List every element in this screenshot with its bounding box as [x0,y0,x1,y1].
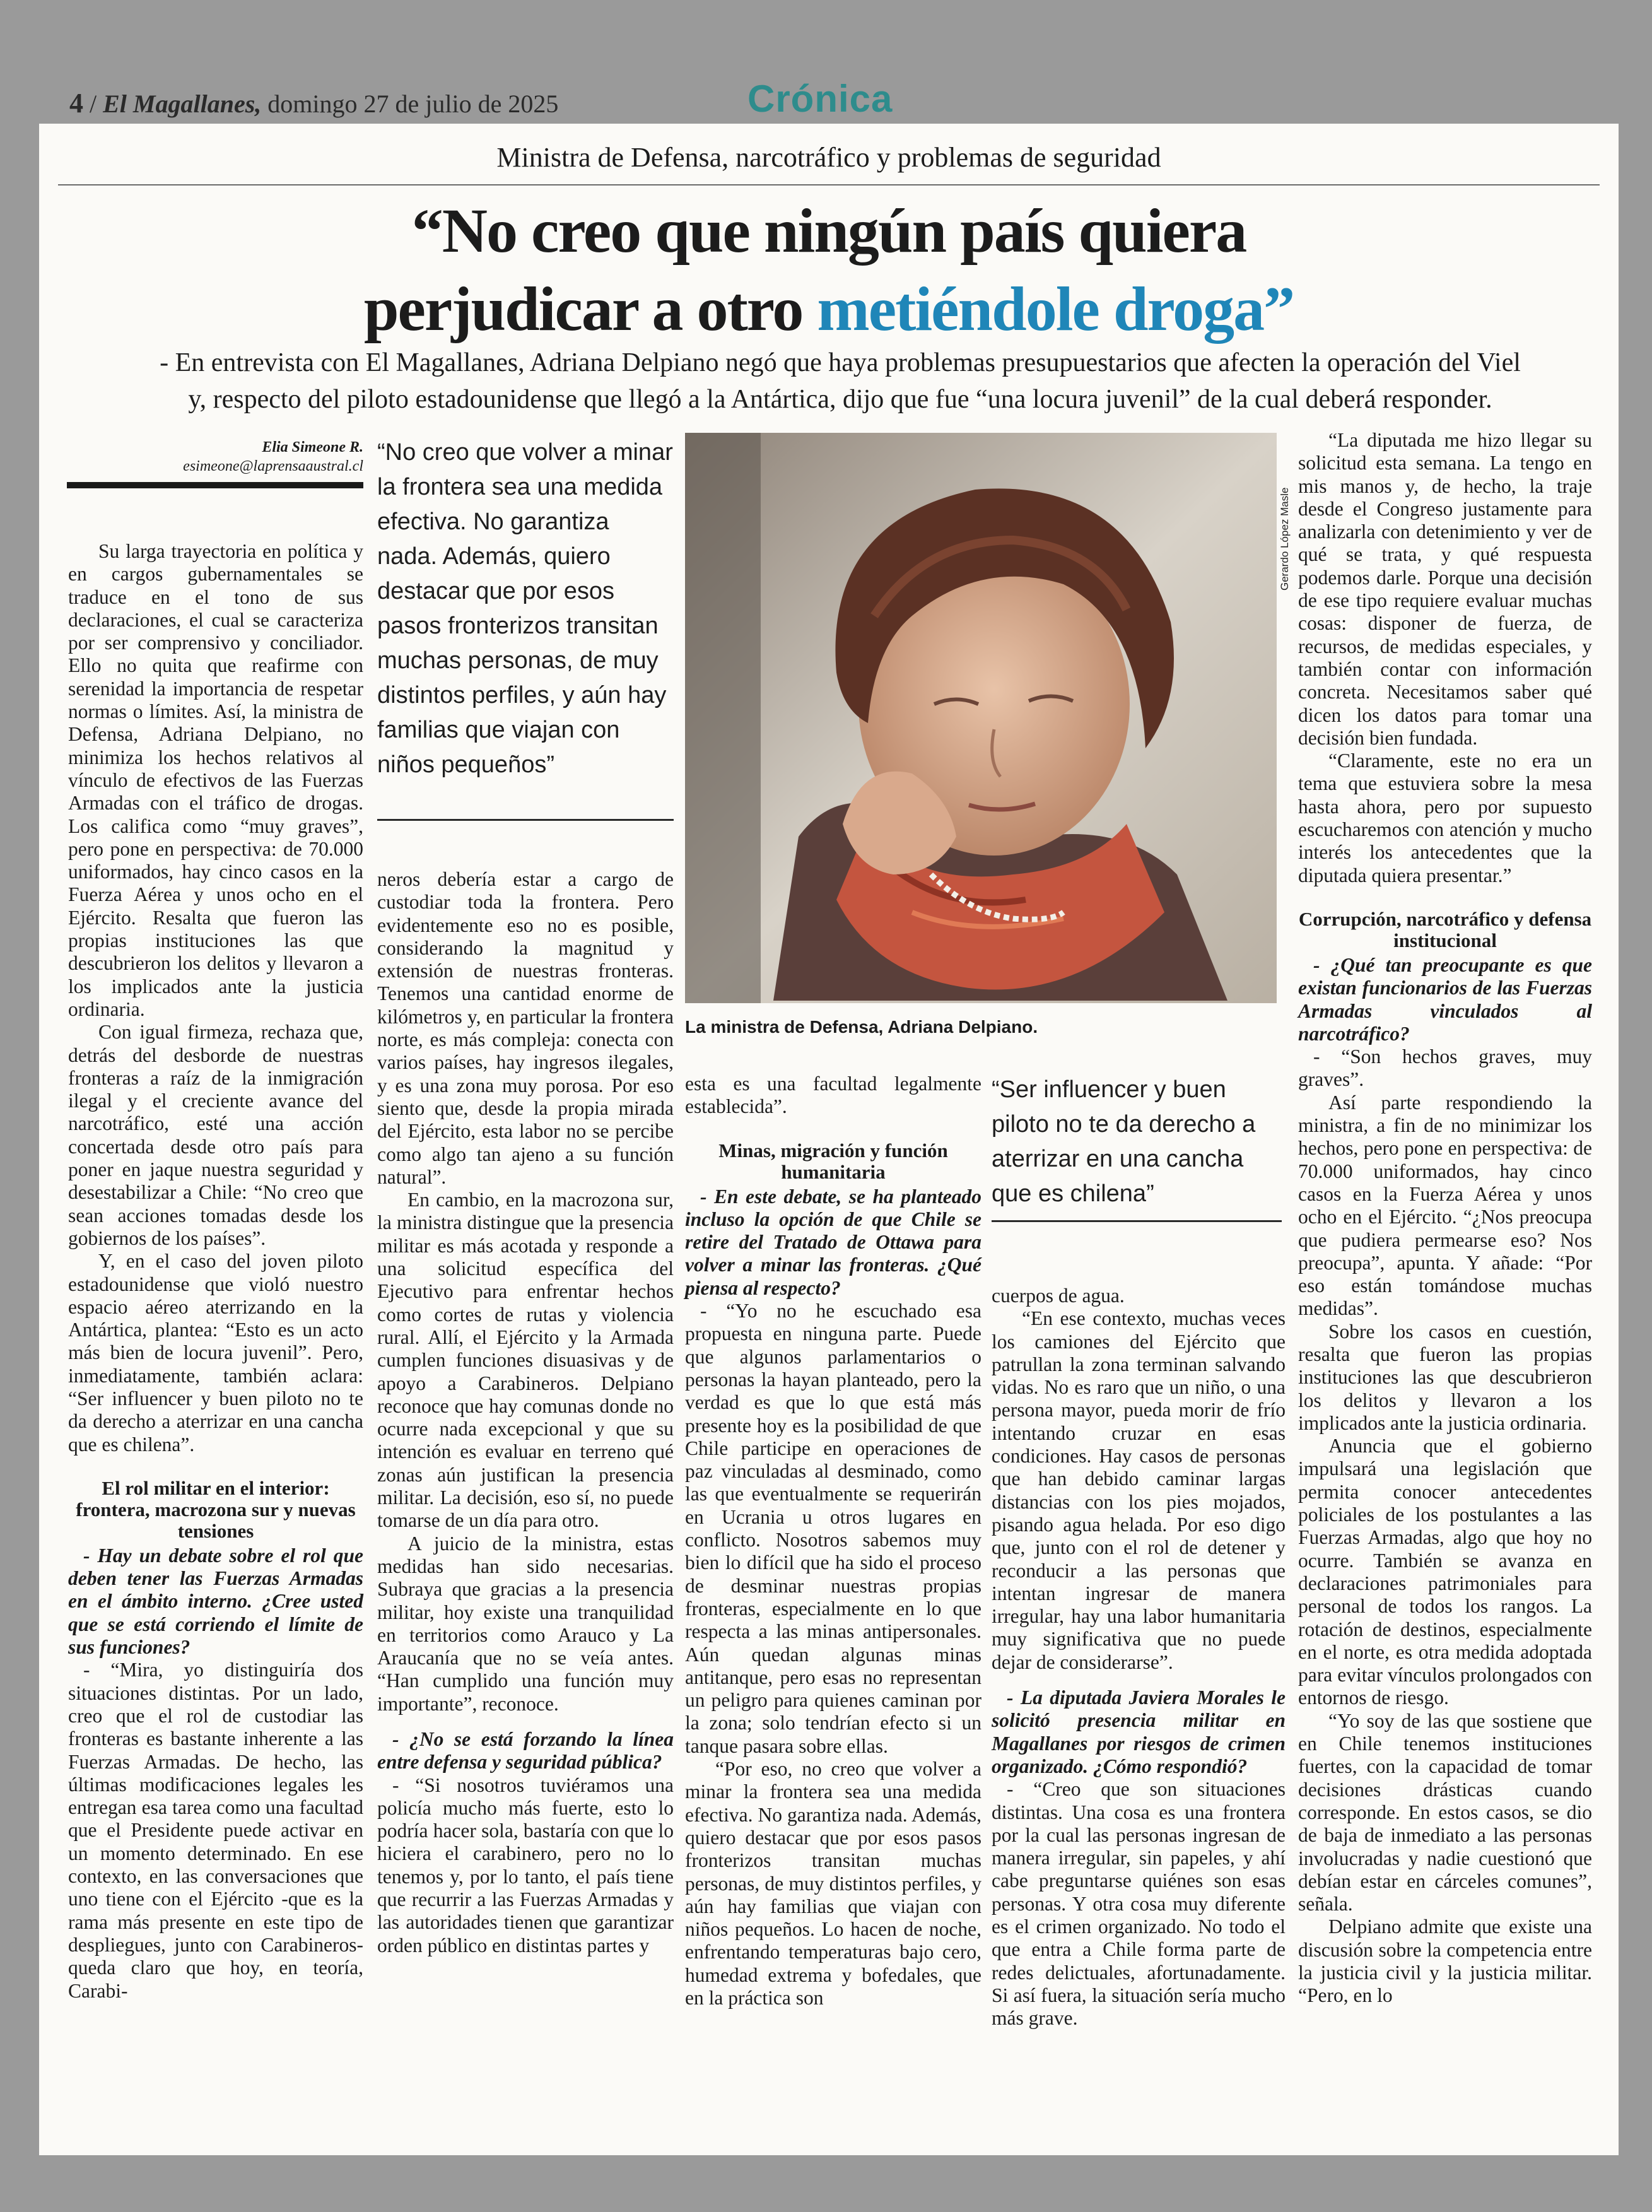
pull-quote-rule [992,1220,1282,1222]
headline-line-2-plain: perjudicar a otro [363,274,817,344]
paragraph: Y, en el caso del joven piloto estadounidense que violó nuestro espacio aéreo aterrizando en la Antártica, plantea: “Esto es un acto más bien de locura juvenil”. Pero, inmediatamente, también aclara: “Ser influencer y buen piloto no te da derecho a aterrizar en una cancha que es chilena”. [68,1250,363,1456]
deck-line-1: - En entrevista con El Magallanes, Adriana Delpiano negó que haya problemas presupuestarios que afecten la operación del Viel [160,348,1521,377]
subheading: Minas, migración y función humanitaria [718,1139,948,1183]
answer: - “Son hechos graves, muy graves”. [1298,1045,1592,1091]
paragraph: En cambio, en la macrozona sur, la ministra distingue que la presencia militar es más acotada y responde a una solicitud específica del Ejecutivo para enfrentar hechos como cortes de rutas y violencia rural. Allí, el Ejército y la Armada cumplen funciones disuasivas y de apoyo a Carabineros. Delpiano reconoce que hay comunas donde no ocurre nada excepcional y que su intención es evaluar en terreno qué zonas aún justifican la presencia militar. La decisión, eso sí, no puede tomarse de un día para otro. [377,1189,674,1532]
answer: - “Mira, yo distinguiría dos situaciones distintas. Por un lado, creo que el rol de custodiar las fronteras es bastante inherente a las Fuerzas Armadas. De hecho, las últimas modificaciones legales les entregan esa tarea como una facultad que el Presidente puede activar en un momento determinado. En ese contexto, en las conversaciones que uno tiene con el Ejército -que es la rama más presente en este tipo de despliegues, junto con Carabineros- queda claro que hoy, en teoría, Carabi- [68,1659,363,2002]
paragraph: Con igual firmeza, rechaza que, detrás del desborde de nuestras fronteras a raíz de la inmigración ilegal y el creciente avance del narcotráfico, esté una acción concertada desde otro país para poner en jaque nuestra seguridad y desestabilizar a Chile: “No creo que sean acciones tomadas desde los gobiernos de los países”. [68,1021,363,1249]
article-kicker: Ministra de Defensa, narcotráfico y problemas de seguridad [496,142,1161,173]
answer: - “Creo que son situaciones distintas. Una cosa es una frontera por la cual las personas ingresan de manera irregular, sin papeles, y ahí cabe preguntarse quiénes son esas personas. Y otra cosa muy diferente es el crimen organizado. No todo el que entra a Chile forma parte de redes delictuales, afortunadamente. Si así fuera, la situación sería mucho más grave. [992,1778,1286,2030]
paragraph: Su larga trayectoria en política y en cargos gubernamentales se traduce en el tono de sus declaraciones, el cual se caracteriza por ser comprensivo y conciliador. Ello no quita que reafirme con serenidad la importancia de respetar normas o límites. Así, la ministra de Defensa, Adriana Delpiano, no minimiza los hechos relativos al vínculo de efectivos de las Fuerzas Armadas con el tráfico de drogas. Los califica como “muy graves”, pero pone en perspectiva: de 70.000 uniformados, hay cinco casos en la Fuerza Aérea y unos ocho en el Ejército. Resalta que fueron las propias instituciones las que descubrieron los delitos y llevaron a los implicados ante la justicia ordinaria. [68,540,363,1020]
paragraph: esta es una facultad legalmente establecida”. [685,1073,981,1118]
column-4 [992,1285,1286,2030]
edition-date: domingo 27 de julio de 2025 [267,90,559,118]
question: - ¿No se está forzando la línea entre defensa y seguridad pública? [377,1727,674,1774]
article-headline [39,192,1619,348]
headline-line-1: “No creo que ningún país quiera [411,196,1246,266]
question: - La diputada Javiera Morales le solicitó presencia militar en Magallanes por riesgos de crimen organizado. ¿Cómo respondió? [992,1686,1286,1777]
paper-name: El Magallanes, [103,90,262,118]
subheading: Corrupción, narcotráfico y defensa institucional [1298,907,1592,951]
paragraph: “Por eso, no creo que volver a minar la frontera sea una medida efectiva. No garantiza nada. Además, quiero destacar que por esos pasos fronterizos transitan muchas personas, de muy distintos perfiles, y aún hay familias que viajan con niños pequeños. Lo hacen de noche, enfrentando temperaturas bajo cero, humedad extrema y bofedales, que en la práctica son [685,1758,981,2009]
paragraph: “Yo soy de las que sostiene que en Chile tenemos instituciones fuertes, con la capacidad de tomar decisiones drásticas cuando corresponde. En estos casos, se dio de baja de inmediato a las personas involucradas y nadie cuestionó que debían estar en cárceles comunes”, señala. [1298,1709,1592,1915]
article-deck [115,344,1566,418]
byline-rule [67,482,363,488]
newspaper-page [39,124,1619,2155]
column-1 [68,540,363,2003]
question: - En este debate, se ha planteado incluso la opción de que Chile se retire del Tratado de Ottawa para volver a minar las fronteras. ¿Qué piensa al respecto? [685,1185,981,1299]
kicker-rule [58,184,1600,185]
paragraph: Anuncia que el gobierno impulsará una legislación que permita conocer antecedentes policiales de los postulantes a las Fuerzas Armadas, algo que hoy no ocurre. También se avanza en declaraciones patrimoniales para personal de todos los rangos. La rotación de destinos, especialmente en el norte, es otra medida adoptada para evitar vínculos prolongados con entornos de riesgo. [1298,1435,1592,1709]
answer: - “Si nosotros tuviéramos una policía mucho más fuerte, esto lo podría hacer sola, bastaría con que lo hiciera el carabinero, pero no lo tenemos y, por lo tanto, el país tiene que recurrir a las Fuerzas Armadas y las autoridades tienen que garantizar orden público en distintas partes y [377,1774,674,1956]
paragraph: “La diputada me hizo llegar su solicitud esta semana. La tengo en mis manos y, de hecho, la traje desde el Congreso justamente para analizarla con detenimiento y ver de qué se trata, y qué respuesta podemos darle. Porque una decisión de ese tipo requiere evaluar muchas cosas: disponer de fuerza, de recursos, de medidas especiales, y también contar con información concreta. Necesitamos saber qué dicen los datos para tomar una decisión bien fundada. [1298,429,1592,749]
headline-line-2 [39,270,1619,348]
paragraph: Delpiano admite que existe una discusión sobre la competencia entre la justicia civil y la justicia militar. “Pero, en lo [1298,1915,1592,2007]
pull-quote-influencer: “Ser influencer y buen piloto no te da derecho a aterrizar en una cancha que es chilena” [992,1076,1256,1207]
author-email[interactable]: esimeone@laprensaaustral.cl [183,458,363,474]
paragraph: “En ese contexto, muchas veces los camiones del Ejército que patrullan la zona terminan salvando vidas. No es raro que un niño, o una persona mayor, pueda morir de frío intentando cruzar en esas condiciones. Hay casos de personas que han debido caminar largas distancias con los pies mojados, pisando agua helada. Por eso digo que, junto con el rol de detener y reconducir a las personas que intentan ingresar de manera irregular, hay una labor humanitaria muy significativa que no puede dejar de considerarse”. [992,1307,1286,1673]
masthead-separator: / [90,90,97,118]
author-name: Elia Simeone R. [262,439,363,456]
paragraph: A juicio de la ministra, estas medidas han sido necesarias. Subraya que gracias a la presencia militar, hoy existe una tranquilidad en territorios como Arauco y La Araucanía que no se veía antes. “Han cumplido una función muy importante”, reconoce. [377,1532,674,1715]
pull-quote-minas: “No creo que volver a minar la frontera sea una medida efectiva. No garantiza nada. Además, quiero destacar que por esos pasos fronterizos transitan muchas personas, de muy distintos perfiles, y aún hay familias que viajan con niños pequeños” [377,439,673,778]
paragraph: Así parte respondiendo la ministra, a fin de no minimizar los hechos, pero pone en perspectiva: de 70.000 uniformados, hay cinco casos en la Fuerza Aérea y unos ocho en el Ejército. “¿Nos preocupa que pudiera permearse eso? Nos preocupa”, apunta. Y añade: “Por eso están tomándose muchas medidas”. [1298,1091,1592,1320]
column-5 [1298,429,1592,2008]
page-number: 4 [69,88,83,119]
byline [67,438,363,476]
question: - ¿Qué tan preocupante es que existan funcionarios de las Fuerzas Armadas vinculados al narcotráfico? [1298,953,1592,1045]
subheading: El rol militar en el interior: frontera, macrozona sur y nuevas tensiones [76,1476,356,1542]
pull-quote-rule [377,819,674,821]
paragraph: cuerpos de agua. [992,1285,1125,1307]
answer: - “Yo no he escuchado esa propuesta en ninguna parte. Puede que algunos parlamentarios o personas la hayan planteado, pero la verdad es que lo que está más presente hoy es la posibilidad de que Chile participe en operaciones de paz vinculadas al desminado, como las que eventualmente se requerirán en Ucrania u otros lugares en conflicto. Nosotros sabemos muy bien lo difícil que ha sido el proceso de desminar nuestras propias fronteras, especialmente en lo que respecta a las minas antipersonales. Aún quedan algunas minas antitanque, pero esas no representan un peligro para quienes caminan por la zona; solo tendrían efecto si un tanque pasara sobre ellas. [685,1300,981,1757]
paragraph: “Claramente, este no era un tema que estuviera sobre la mesa hasta ahora, pero por supuesto escucharemos con atención y mucho interés los antecedentes que la diputada quiera presentar.” [1298,750,1592,886]
minister-photo [685,433,1277,1003]
headline-accent: metiéndole droga” [817,274,1294,344]
masthead [69,87,558,119]
deck-line-2: y, respecto del piloto estadounidense que llegó a la Antártica, dijo que fue “una locura juvenil” de la cual deberá responder. [188,385,1492,414]
paragraph: Sobre los casos en cuestión, resalta que fueron las propias instituciones las que descubrieron los delitos y llevaron a los implicados ante la justicia ordinaria. [1298,1320,1592,1434]
column-3 [685,1073,981,2009]
portrait-illustration [685,433,1277,1003]
column-2 [377,868,674,1957]
photo-caption: La ministra de Defensa, Adriana Delpiano. [685,1017,1038,1037]
photo-credit: Gerardo López Masle [1279,487,1291,591]
section-title: Crónica [747,78,893,120]
question: - Hay un debate sobre el rol que deben tener las Fuerzas Armadas en el ámbito interno. ¿Cree usted que se está corriendo el límite de sus funciones? [68,1544,363,1659]
paragraph: neros debería estar a cargo de custodiar toda la frontera. Pero evidentemente eso no es posible, considerando la magnitud y extensión de nuestras fronteras. Tenemos una cantidad enorme de kilómetros y, en particular la frontera norte, es más compleja: conecta con varios países, hay ingresos ilegales, y es una zona muy porosa. Por eso siento que, desde la propia mirada del Ejército, esta labor no se percibe como algo tan ajeno a su función natural”. [377,868,674,1188]
